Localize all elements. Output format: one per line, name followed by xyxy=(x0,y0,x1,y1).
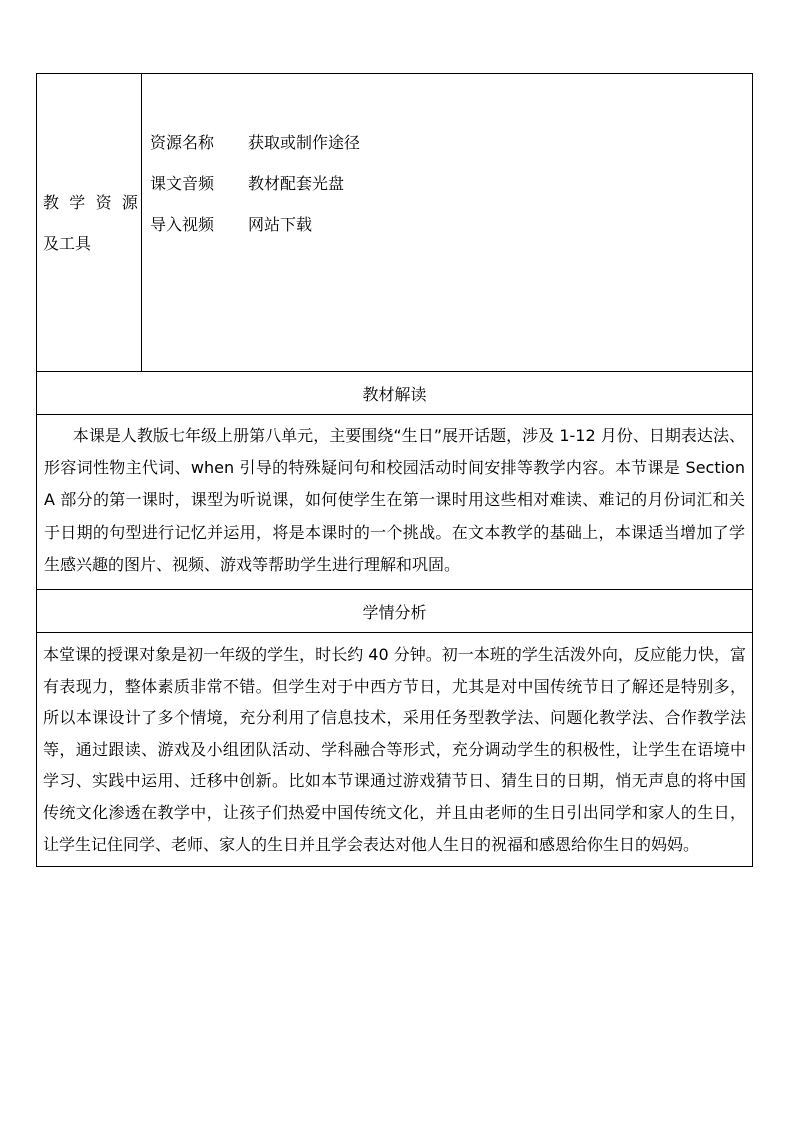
learner-body-row xyxy=(37,633,753,867)
resource-method-header: 获取或制作途径 xyxy=(248,133,361,152)
textbook-analysis-text: 本课是人教版七年级上册第八单元，主要围绕“生日”展开话题，涉及 1-12 月份、日期表达法、形容词性物主代词、when 引导的特殊疑问句和校园活动时间安排等教学内容。本节课是 Section A 部分的第一课时，课型为听说课，如何使学生在第一课时用这些相对难读、难记的月份词汇和关于日期的句型进行记忆并运用，将是本课时的一个挑战。在文本教学的基础上，本课适当增加了学生感兴趣的图片、视频、游戏等帮助学生进行理解和巩固。 xyxy=(37,415,753,590)
learner-section-title: 学情分析 xyxy=(37,590,753,633)
resources-row xyxy=(37,74,753,372)
learner-header-row xyxy=(37,590,753,633)
learner-analysis-text: 本堂课的授课对象是初一年级的学生，时长约 40 分钟。初一本班的学生活泼外向，反应能力快，富有表现力，整体素质非常不错。但学生对于中西方节日，尤其是对中国传统节日了解还是特别多，所以本课设计了多个情境，充分利用了信息技术，采用任务型教学法、问题化教学法、合作教学法等，通过跟读、游戏及小组团队活动、学科融合等形式，充分调动学生的积极性，让学生在语境中学习、实践中运用、迁移中创新。比如本节课通过游戏猜节日、猜生日的日期，悄无声息的将中国传统文化渗透在教学中，让孩子们热爱中国传统文化，并且由老师的生日引出同学和家人的生日，让学生记住同学、老师、家人的生日并且学会表达对他人生日的祝福和感恩给你生日的妈妈。 xyxy=(37,633,753,867)
resources-header-row xyxy=(150,122,752,163)
resource-name-header: 资源名称 xyxy=(150,133,215,152)
resource-name: 课文音频 xyxy=(150,174,215,193)
lesson-plan-table xyxy=(36,73,753,867)
textbook-section-title: 教材解读 xyxy=(37,372,753,415)
resource-row xyxy=(150,163,752,204)
resource-method: 网站下载 xyxy=(248,215,313,234)
resource-name: 导入视频 xyxy=(150,215,215,234)
resources-label-line1: 教 学 资 源 xyxy=(43,192,141,212)
resource-row xyxy=(150,204,752,245)
resources-label-cell xyxy=(37,74,142,372)
textbook-body-row xyxy=(37,415,753,590)
resource-method: 教材配套光盘 xyxy=(248,174,345,193)
resources-list-cell xyxy=(142,74,753,372)
resources-label-line2: 及工具 xyxy=(43,233,92,253)
textbook-header-row xyxy=(37,372,753,415)
